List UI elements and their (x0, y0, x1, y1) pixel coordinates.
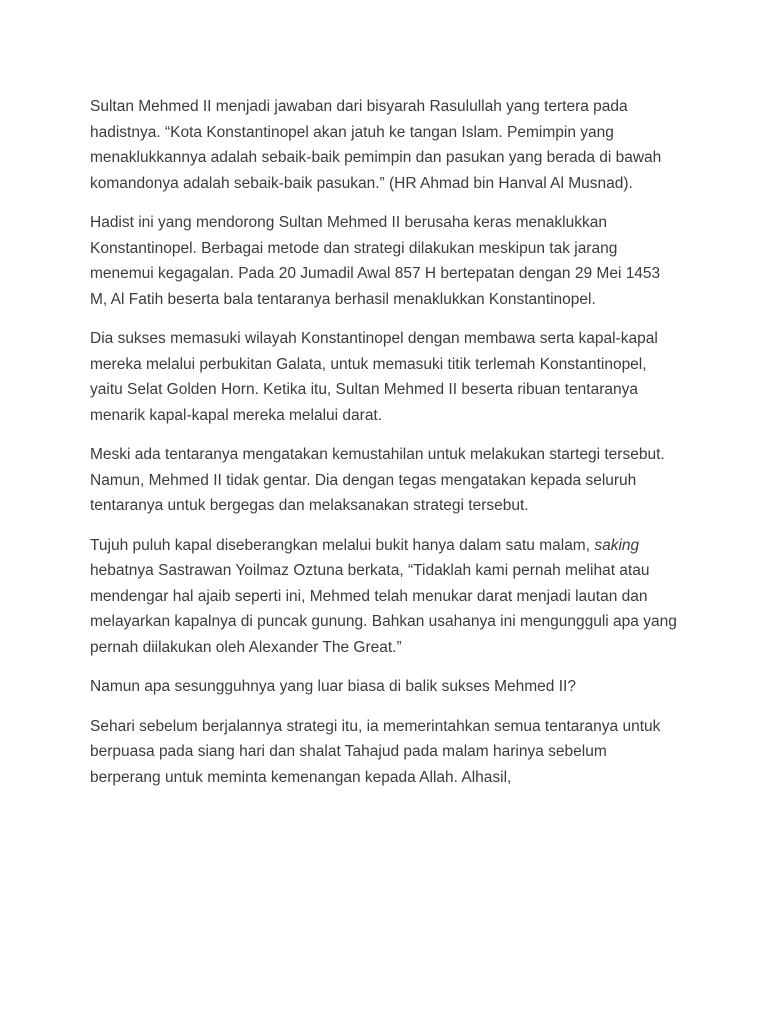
paragraph-4: Meski ada tentaranya mengatakan kemustahilan untuk melakukan startegi tersebut. Namun, Mehmed II tidak gentar. Dia dengan tegas mengatakan kepada seluruh tentaranya untuk bergegas dan melaksanakan strategi tersebut. (90, 446, 665, 514)
paragraph-5-text-start: Tujuh puluh kapal diseberangkan melalui bukit hanya dalam satu malam, (90, 536, 595, 554)
paragraph-5-text-end: hebatnya Sastrawan Yoilmaz Oztuna berkata, “Tidaklah kami pernah melihat atau mendengar hal ajaib seperti ini, Mehmed telah menukar darat menjadi lautan dan melayarkan kapalnya di puncak gunung. Bahkan usahanya ini mengungguli apa yang pernah diilakukan oleh Alexander The Great.” (90, 562, 677, 656)
paragraph-1: Sultan Mehmed II menjadi jawaban dari bisyarah Rasulullah yang tertera pada hadistnya. “Kota Konstantinopel akan jatuh ke tangan Islam. Pemimpin yang menaklukkannya adalah sebaik-baik pemimpin dan pasukan yang berada di bawah komandonya adalah sebaik-baik pasukan.” (HR Ahmad bin Hanval Al Musnad). (90, 98, 662, 192)
paragraph-6: Namun apa sesungguhnya yang luar biasa di balik sukses Mehmed II? (90, 678, 576, 695)
paragraph-5 (90, 533, 680, 661)
paragraph-7: Sehari sebelum berjalannya strategi itu, ia memerintahkan semua tentaranya untuk berpuasa pada siang hari dan shalat Tahajud pada malam harinya sebelum berperang untuk meminta kemenangan kepada Allah. Alhasil, (90, 717, 661, 786)
paragraph-2: Hadist ini yang mendorong Sultan Mehmed II berusaha keras menaklukkan Konstantinopel. Berbagai metode dan strategi dilakukan meskipun tak jarang menemui kegagalan. Pada 20 Jumadil Awal 857 H bertepatan dengan 29 Mei 1453 M, Al Fatih beserta bala tentaranya berhasil menaklukkan Konstantinopel. (90, 214, 661, 308)
paragraph-3: Dia sukses memasuki wilayah Konstantinopel dengan membawa serta kapal-kapal mereka melalui perbukitan Galata, untuk memasuki titik terlemah Konstantinopel, yaitu Selat Golden Horn. Ketika itu, Sultan Mehmed II beserta ribuan tentaranya menarik kapal-kapal mereka melalui darat. (90, 330, 658, 424)
paragraph-5-italic-word: saking (594, 536, 640, 554)
article-body (90, 94, 680, 804)
